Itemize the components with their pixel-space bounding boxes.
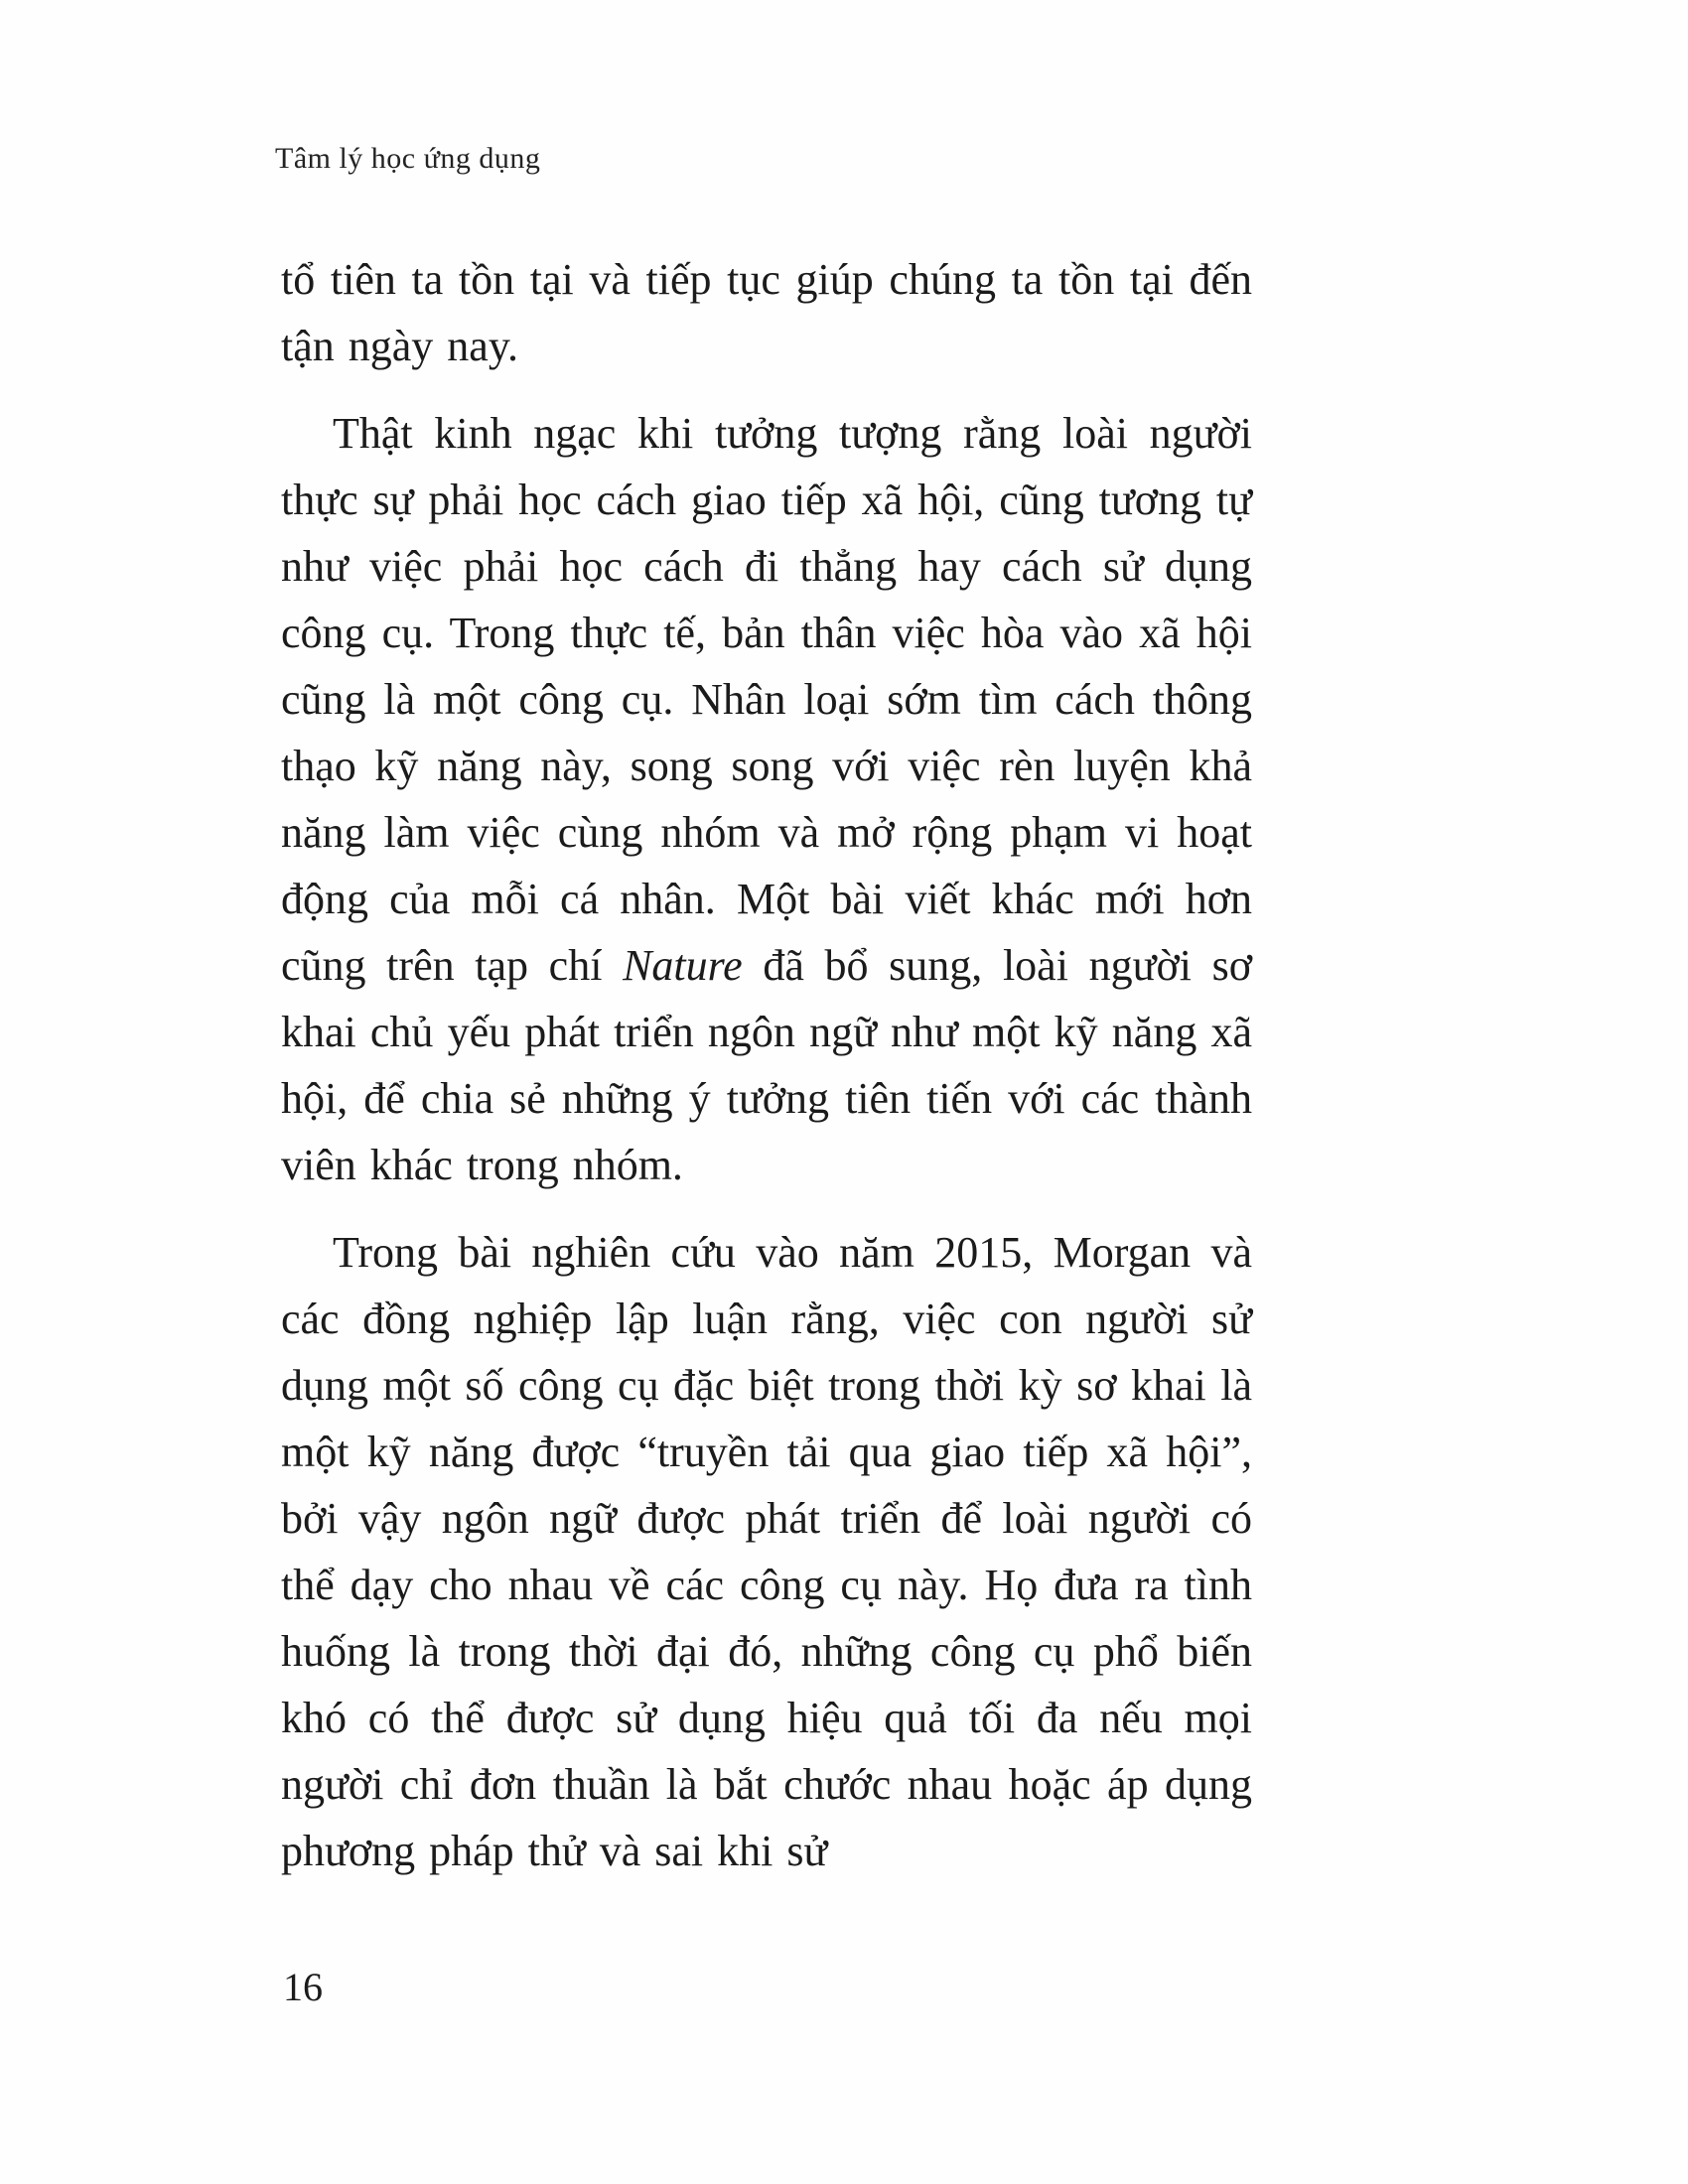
running-header: Tâm lý học ứng dụng (275, 142, 541, 175)
paragraph-text-after-journal: đã bổ sung, loài người sơ khai chủ yếu phát triển ngôn ngữ như một kỹ năng xã hội, để chia sẻ những ý tưởng tiên tiến với các thành viên khác trong nhóm. (281, 941, 1252, 1189)
page-body (281, 246, 1252, 1905)
paragraph-social-learning (281, 400, 1252, 1198)
journal-name-italic: Nature (623, 941, 743, 990)
page-number: 16 (283, 1965, 323, 2009)
paragraph-text-before-journal: Thật kinh ngạc khi tưởng tượng rằng loài người thực sự phải học cách giao tiếp xã hội, cũng tương tự như việc phải học cách đi thẳng hay cách sử dụng công cụ. Trong thực tế, bản thân việc hòa vào xã hội cũng là một công cụ. Nhân loại sớm tìm cách thông thạo kỹ năng này, song song với việc rèn luyện khả năng làm việc cùng nhóm và mở rộng phạm vi hoạt động của mỗi cá nhân. Một bài viết khác mới hơn cũng trên tạp chí (281, 409, 1252, 990)
paragraph-continuation: tổ tiên ta tồn tại và tiếp tục giúp chúng ta tồn tại đến tận ngày nay. (281, 255, 1252, 370)
paragraph-morgan-study: Trong bài nghiên cứu vào năm 2015, Morgan và các đồng nghiệp lập luận rằng, việc con người sử dụng một số công cụ đặc biệt trong thời kỳ sơ khai là một kỹ năng được “truyền tải qua giao tiếp xã hội”, bởi vậy ngôn ngữ được phát triển để loài người có thể dạy cho nhau về các công cụ này. Họ đưa ra tình huống là trong thời đại đó, những công cụ phổ biến khó có thể được sử dụng hiệu quả tối đa nếu mọi người chỉ đơn thuần là bắt chước nhau hoặc áp dụng phương pháp thử và sai khi sử (281, 1228, 1252, 1875)
